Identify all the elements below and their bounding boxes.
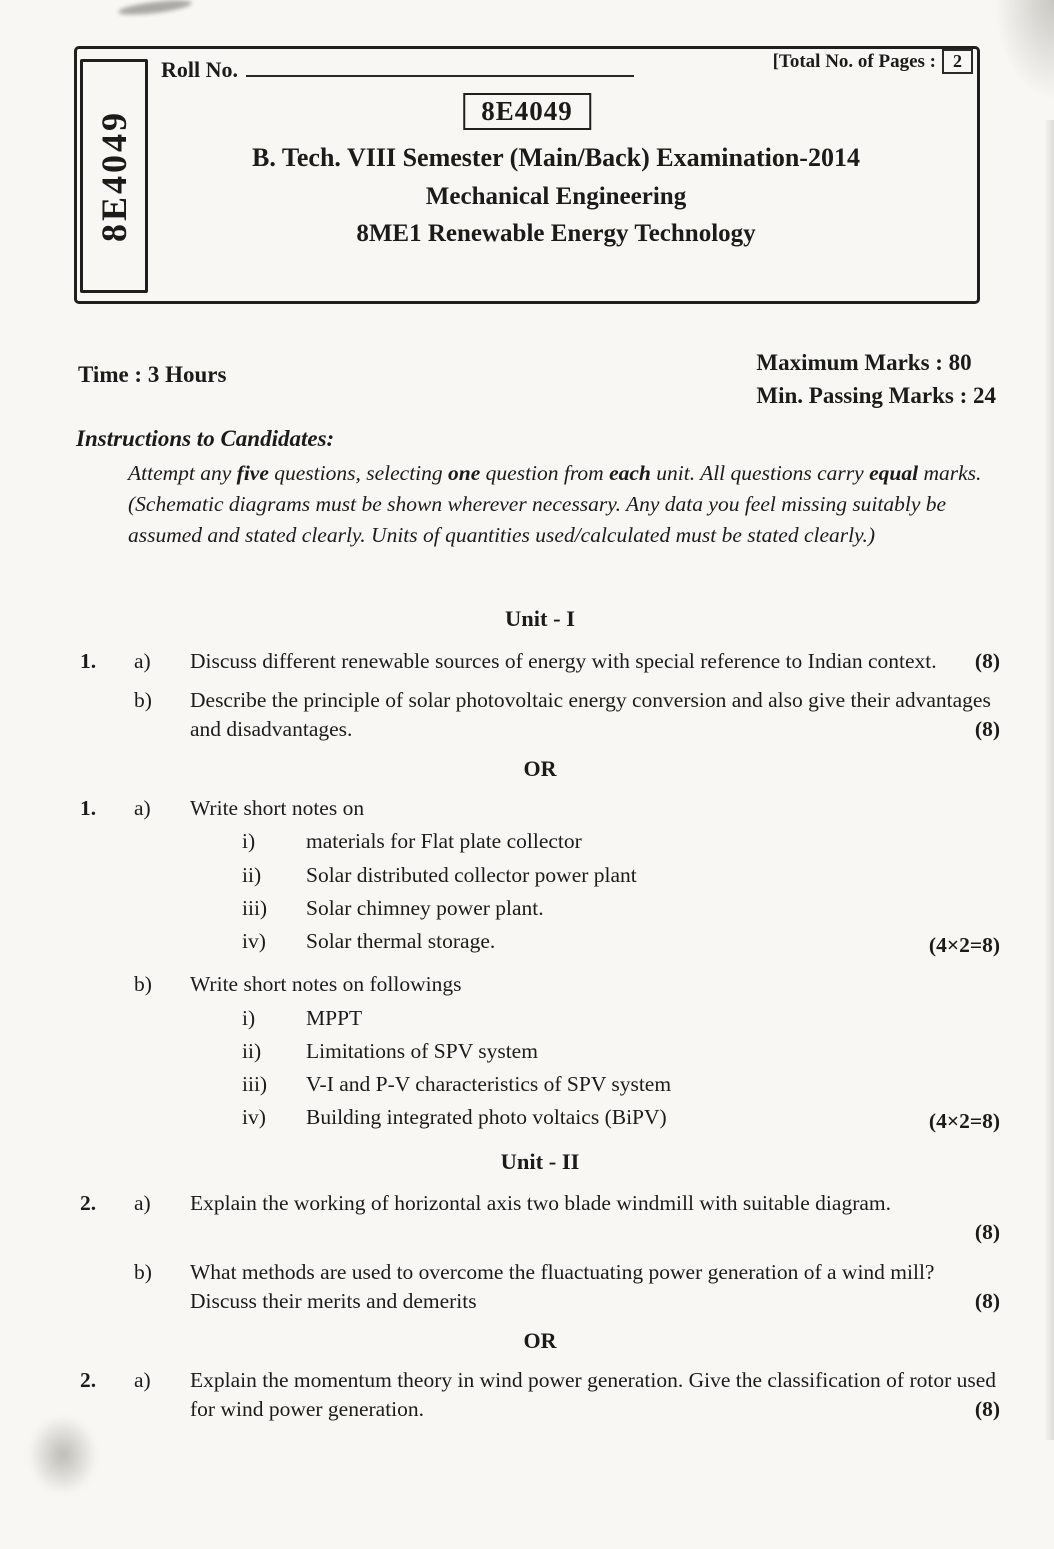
question-subitem	[242, 827, 1000, 856]
instructions-heading: Instructions to Candidates:	[76, 426, 335, 451]
subitem-label: i)	[242, 829, 256, 854]
question-subitem	[242, 927, 1000, 956]
question-row	[80, 794, 1000, 960]
exam-title-line: Mechanical Engineering	[425, 183, 687, 210]
instructions-segment: marks. (Schematic diagrams must be shown wherever necessary. Any data you feel missing suitably be assumed and stated clearly. Units of quantities used/calculated must be stated clearly.)	[128, 461, 982, 547]
roll-number-label: Roll No.	[161, 57, 238, 82]
subitem-label: iii)	[242, 1072, 268, 1097]
question-marks: (8)	[974, 648, 1000, 673]
question-subitem	[242, 1037, 1000, 1066]
total-pages-label: [Total No. of Pages :	[772, 50, 936, 72]
instructions-segment: equal	[869, 461, 919, 485]
question-part: b)	[134, 1259, 152, 1284]
question-text: Explain the working of horizontal axis two blade windmill with suitable diagram.	[190, 1191, 891, 1216]
question-text: Write short notes on	[190, 796, 365, 821]
unit-heading: Unit - I	[504, 606, 575, 631]
question-number: 1.	[80, 648, 97, 673]
exam-title-line: B. Tech. VIII Semester (Main/Back) Examination-2014	[252, 143, 860, 172]
exam-title-line: 8ME1 Renewable Energy Technology	[356, 220, 756, 247]
subitem-text: MPPT	[306, 1005, 363, 1030]
scan-artifact	[118, 0, 193, 17]
scan-artifact	[994, 0, 1054, 100]
question-marks: (4×2=8)	[928, 1109, 1000, 1134]
instructions-segment: question from	[480, 461, 610, 485]
question-body	[190, 1366, 1000, 1424]
question-text: Discuss different renewable sources of energy with special reference to Indian context.	[190, 648, 937, 673]
question-body	[190, 970, 1000, 1136]
instructions-segment: one	[448, 461, 481, 485]
or-separator: OR	[523, 756, 557, 782]
question-row	[80, 647, 1000, 676]
question-part: a)	[134, 1191, 151, 1216]
subitem-text: Limitations of SPV system	[306, 1038, 538, 1063]
question-number	[80, 686, 134, 744]
question-text: Write short notes on followings	[190, 972, 462, 997]
subitem-label: ii)	[242, 1038, 262, 1063]
question-marks: (8)	[974, 1220, 1000, 1245]
question-subitem	[242, 861, 1000, 890]
subitem-label: ii)	[242, 862, 262, 887]
header-box	[74, 46, 980, 304]
subitem-label: i)	[242, 1005, 256, 1030]
marks-block	[756, 346, 996, 413]
question-text: Explain the momentum theory in wind power generation. Give the classification of rotor used for wind power generation.	[190, 1367, 997, 1422]
question-marks: (8)	[974, 1397, 1000, 1422]
unit-heading: Unit - II	[500, 1148, 580, 1174]
question-marks: (4×2=8)	[928, 933, 1000, 958]
question-number: 1.	[80, 796, 97, 821]
question-subitem	[242, 1070, 1000, 1099]
question-body	[190, 794, 1000, 960]
total-pages-value: 2	[942, 49, 973, 74]
subitem-text: materials for Flat plate collector	[306, 829, 582, 854]
question-subitems	[190, 827, 1000, 956]
exam-titles	[143, 139, 969, 248]
subitem-label: iv)	[242, 1105, 266, 1130]
question-subitem	[242, 1103, 1000, 1132]
or-separator: OR	[523, 1328, 557, 1354]
maximum-marks: Maximum Marks : 80	[756, 350, 972, 375]
question-body	[190, 1258, 1000, 1316]
vertical-code-box	[80, 59, 148, 293]
instructions-segment: five	[236, 461, 269, 485]
subitem-label: iii)	[242, 895, 268, 920]
instructions-text	[128, 458, 996, 551]
question-row	[80, 970, 1000, 1136]
question-subitem	[242, 1004, 1000, 1033]
subitem-text: V-I and P-V characteristics of SPV system	[306, 1072, 672, 1097]
time-allowed: Time : 3 Hours	[78, 362, 227, 387]
question-text: Describe the principle of solar photovoltaic energy conversion and also give their advantages and disadvantages.	[190, 687, 991, 742]
question-row	[80, 686, 1000, 744]
subitem-text: Building integrated photo voltaics (BiPV)	[306, 1105, 667, 1130]
subitem-text: Solar chimney power plant.	[306, 895, 544, 920]
total-pages	[773, 49, 973, 74]
subitem-label: iv)	[242, 929, 266, 954]
question-part: a)	[134, 796, 151, 821]
question-part: b)	[134, 687, 152, 712]
question-body	[190, 686, 1000, 744]
instructions-segment: questions, selecting	[268, 461, 449, 485]
min-passing-marks: Min. Passing Marks : 24	[756, 383, 996, 409]
vertical-paper-code: 8E4049	[94, 109, 134, 243]
question-number: 2.	[80, 1367, 97, 1392]
question-part: a)	[134, 1367, 151, 1392]
roll-number-row	[161, 57, 634, 83]
question-subitems	[190, 1004, 1000, 1133]
roll-number-blank-line	[246, 57, 634, 77]
instructions-segment: each	[609, 461, 651, 485]
question-text: What methods are used to overcome the fluactuating power generation of a wind mill? Discuss their merits and demerits	[190, 1259, 935, 1313]
question-number	[80, 970, 134, 1136]
question-body	[190, 1189, 1000, 1247]
instructions-segment: Attempt any	[128, 461, 237, 485]
question-part: a)	[134, 648, 151, 673]
question-part: b)	[134, 972, 152, 997]
scan-artifact	[1044, 120, 1054, 1440]
question-row	[80, 1366, 1000, 1424]
question-subitem	[242, 894, 1000, 923]
question-marks: (8)	[974, 1288, 1000, 1313]
subitem-text: Solar thermal storage.	[306, 929, 496, 954]
question-marks: (8)	[974, 717, 1000, 742]
question-body	[190, 647, 1000, 676]
instructions-segment: unit. All questions carry	[650, 461, 870, 485]
paper-code-badge: 8E4049	[463, 93, 591, 130]
subitem-text: Solar distributed collector power plant	[306, 862, 637, 887]
question-row	[80, 1189, 1000, 1247]
question-row	[80, 1258, 1000, 1316]
question-number: 2.	[80, 1191, 97, 1216]
questions-content	[80, 598, 1000, 1434]
question-number	[80, 1258, 134, 1316]
